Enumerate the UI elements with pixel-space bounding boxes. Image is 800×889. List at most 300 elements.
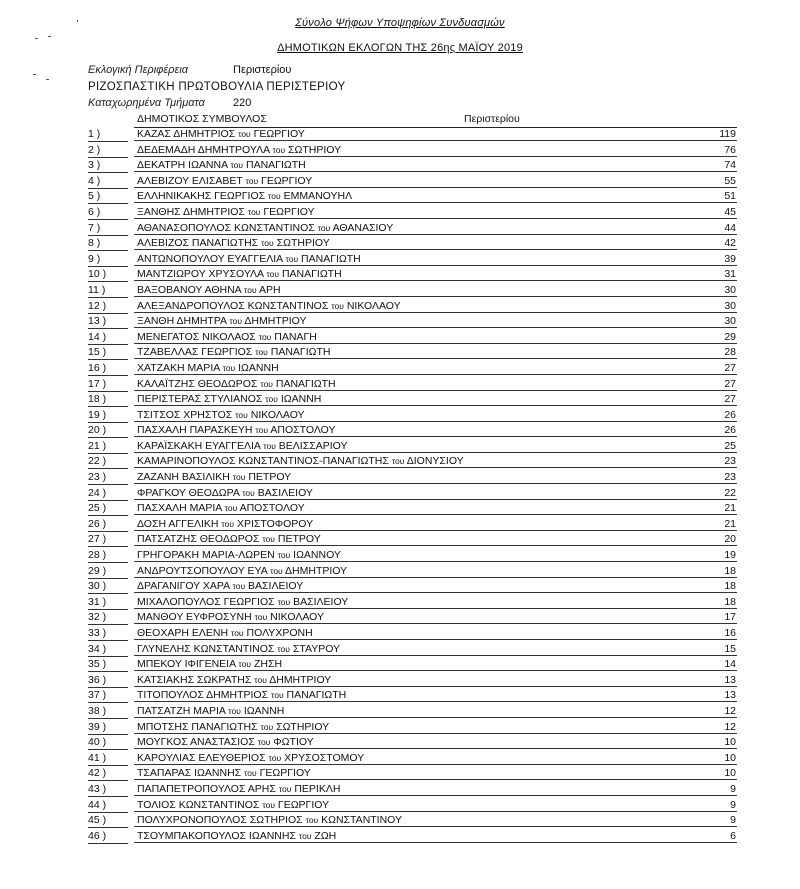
patronymic-connector: του	[232, 472, 246, 483]
candidate-name	[134, 830, 737, 843]
candidate-surname: ΑΝΤΩΝΟΠΟΥΛΟΥ ΕΥΑΓΓΕΛΙΑ	[137, 252, 283, 265]
row-number: 9 )	[88, 253, 128, 267]
candidate-votes: 30	[724, 299, 736, 312]
patronymic-connector: του	[305, 815, 319, 826]
candidate-father-name: ΓΕΩΡΓΙΟΥ	[277, 798, 330, 811]
patronymic-connector: του	[254, 674, 267, 685]
candidate-name	[134, 455, 737, 468]
patronymic-connector: του	[260, 378, 273, 389]
patronymic-connector: του	[317, 222, 331, 233]
scan-speck	[33, 74, 36, 75]
row-number: 15 )	[88, 346, 128, 360]
candidate-father-name: ΔΗΜΗΤΡΙΟΥ	[244, 315, 307, 328]
candidate-votes: 30	[724, 283, 736, 296]
candidate-name	[134, 128, 737, 141]
row-number: 36 )	[88, 674, 128, 688]
row-number: 5 )	[88, 190, 128, 204]
candidate-surname: ΠΑΣΧΑΛΗ ΜΑΡΙΑ	[137, 502, 222, 515]
row-number: 20 )	[88, 424, 128, 438]
table-row	[0, 532, 800, 548]
candidate-votes: 19	[724, 549, 736, 562]
candidate-name	[134, 752, 737, 765]
scan-speck	[35, 38, 38, 39]
patronymic-connector: του	[232, 581, 246, 592]
candidate-votes: 55	[724, 174, 736, 187]
candidate-name	[134, 471, 737, 484]
patronymic-connector: του	[257, 737, 271, 748]
patronymic-connector: του	[230, 160, 244, 171]
candidate-votes: 13	[724, 689, 736, 702]
candidate-surname: ΠΑΤΣΑΤΖΗΣ ΘΕΟΔΩΡΟΣ	[137, 533, 260, 546]
row-number: 22 )	[88, 455, 128, 469]
candidate-surname: ΠΟΛΥΧΡΟΝΟΠΟΥΛΟΣ ΣΩΤΗΡΙΟΣ	[137, 814, 303, 827]
table-row	[0, 657, 800, 673]
candidate-name	[134, 237, 737, 250]
candidate-votes: 51	[724, 190, 736, 203]
row-number: 13 )	[88, 315, 128, 329]
candidate-father-name: ΠΑΝΑΓΙΩΤΗ	[301, 252, 361, 265]
row-number: 24 )	[88, 487, 128, 501]
candidate-surname: ΧΑΤΖΑΚΗ ΜΑΡΙΑ	[137, 361, 220, 374]
patronymic-connector: του	[245, 175, 259, 186]
patronymic-connector: του	[261, 238, 274, 249]
candidate-father-name: ΓΕΩΡΓΙΟΥ	[253, 128, 305, 140]
candidate-surname: ΑΛΕΒΙΖΟΥ ΕΛΙΣΑΒΕΤ	[137, 174, 243, 187]
patronymic-connector: του	[255, 425, 269, 436]
candidate-votes: 45	[724, 205, 736, 218]
patronymic-connector: του	[262, 799, 275, 810]
row-number: 3 )	[88, 159, 128, 173]
candidate-name	[134, 627, 737, 640]
table-row	[0, 595, 800, 611]
patronymic-connector: του	[224, 503, 238, 514]
candidate-father-name: ΠΕΤΡΟΥ	[248, 471, 292, 484]
candidate-surname: ΜΟΥΓΚΟΣ ΑΝΑΣΤΑΣΙΟΣ	[137, 736, 255, 749]
row-number: 45 )	[88, 814, 128, 828]
table-row	[0, 735, 800, 751]
patronymic-connector: του	[260, 721, 274, 732]
table-row	[0, 798, 800, 814]
candidate-votes: 14	[724, 658, 736, 671]
table-header	[134, 112, 737, 128]
candidate-father-name: ΣΩΤΗΡΙΟΥ	[276, 237, 330, 250]
table-row	[0, 423, 800, 439]
candidate-surname: ΜΑΝΘΟΥ ΕΥΦΡΟΣΥΝΗ	[137, 611, 252, 624]
candidate-surname: ΑΘΑΝΑΣΟΠΟΥΛΟΣ ΚΩΝΣΤΑΝΤΙΝΟΣ	[137, 221, 315, 234]
candidate-votes: 27	[724, 377, 736, 390]
table-row	[0, 704, 800, 720]
candidate-name	[134, 424, 737, 437]
table-row	[0, 267, 800, 283]
candidate-father-name: ΓΕΩΡΓΙΟΥ	[263, 205, 315, 218]
candidate-name	[134, 440, 737, 453]
candidate-father-name: ΑΘΑΝΑΣΙΟΥ	[332, 221, 394, 234]
candidate-votes: 27	[724, 361, 736, 374]
candidate-name	[134, 674, 737, 687]
region-row	[88, 64, 292, 76]
patronymic-connector: του	[278, 783, 292, 794]
table-row	[0, 688, 800, 704]
departments-value: 220	[233, 97, 252, 109]
table-row	[0, 673, 800, 689]
row-number: 29 )	[88, 565, 128, 579]
candidate-surname: ΠΕΡΙΣΤΕΡΑΣ ΣΤΥΛΙΑΝΟΣ	[137, 393, 263, 406]
row-number: 44 )	[88, 799, 128, 813]
candidate-father-name: ΠΑΝΑΓΙΩΤΗ	[270, 346, 331, 359]
row-number: 2 )	[88, 144, 128, 158]
patronymic-connector: του	[331, 300, 344, 311]
row-number: 19 )	[88, 409, 128, 423]
candidate-name	[134, 721, 737, 734]
row-number: 16 )	[88, 362, 128, 376]
candidate-votes: 20	[724, 533, 736, 546]
patronymic-connector: του	[254, 612, 268, 623]
scan-speck	[46, 79, 49, 80]
row-number: 43 )	[88, 783, 128, 797]
patronymic-connector: του	[272, 144, 286, 155]
region-value: Περιστερίου	[233, 64, 292, 76]
patronymic-connector: του	[222, 362, 236, 373]
candidate-votes: 16	[724, 627, 736, 639]
candidate-votes: 44	[724, 221, 736, 234]
patronymic-connector: του	[277, 550, 291, 561]
row-number: 26 )	[88, 518, 128, 532]
candidate-name	[134, 705, 737, 718]
candidate-name	[134, 175, 737, 188]
document-subtitle: ΔΗΜΟΤΙΚΩΝ ΕΚΛΟΓΩΝ ΤΗΣ 26ης ΜΑΪΟΥ 2019	[277, 42, 523, 54]
candidate-father-name: ΙΩΑΝΝΟΥ	[293, 549, 341, 562]
candidate-surname: ΔΕΚΑΤΡΗ ΙΩΑΝΝΑ	[137, 159, 228, 172]
scan-speck	[77, 20, 78, 22]
candidate-votes: 119	[719, 128, 736, 140]
patronymic-connector: του	[270, 565, 283, 576]
candidate-name	[134, 783, 737, 796]
candidate-father-name: ΔΗΜΗΤΡΙΟΥ	[285, 564, 348, 577]
candidate-name	[134, 658, 737, 671]
candidate-name	[134, 409, 737, 422]
patronymic-connector: του	[277, 643, 290, 654]
patronymic-connector: του	[298, 830, 312, 841]
table-row	[0, 564, 800, 580]
row-number: 40 )	[88, 736, 128, 750]
candidate-surname: ΚΑΛΑΪΤΖΗΣ ΘΕΟΔΩΡΟΣ	[137, 377, 258, 390]
candidate-surname: ΔΡΑΓΑΝΙΓΟΥ ΧΑΡΑ	[137, 580, 230, 593]
candidate-name	[134, 767, 737, 780]
table-row	[0, 408, 800, 424]
candidate-father-name: ΓΕΩΡΓΙΟΥ	[259, 767, 311, 780]
table-row	[0, 517, 800, 533]
table-row	[0, 720, 800, 736]
candidate-father-name: ΔΙΟΝΥΣΙΟΥ	[406, 455, 464, 468]
candidate-name	[134, 144, 737, 157]
table-row	[0, 486, 800, 502]
candidate-surname: ΔΟΣΗ ΑΓΓΕΛΙΚΗ	[137, 517, 219, 530]
candidate-surname: ΚΑΜΑΡΙΝΟΠΟΥΛΟΣ ΚΩΝΣΤΑΝΤΙΝΟΣ-ΠΑΝΑΓΙΩΤΗΣ	[137, 455, 389, 468]
candidate-name	[134, 378, 737, 391]
table-row	[0, 501, 800, 517]
candidate-surname: ΜΠΟΤΣΗΣ ΠΑΝΑΓΙΩΤΗΣ	[137, 720, 258, 733]
row-number: 46 )	[88, 830, 128, 844]
candidate-father-name: ΠΑΝΑΓΙΩΤΗ	[281, 268, 342, 281]
row-number: 18 )	[88, 393, 128, 407]
candidate-father-name: ΑΠΟΣΤΟΛΟΥ	[270, 424, 336, 437]
patronymic-connector: του	[265, 394, 278, 405]
candidate-name	[134, 565, 737, 578]
candidate-votes: 6	[730, 829, 736, 842]
candidate-votes: 74	[724, 159, 736, 172]
patronymic-connector: του	[263, 440, 276, 451]
row-number: 6 )	[88, 206, 128, 220]
patronymic-connector: του	[271, 690, 284, 701]
patronymic-connector: του	[247, 206, 261, 217]
candidate-votes: 9	[730, 798, 736, 811]
candidate-name	[134, 268, 737, 281]
party-name: ΡΙΖΟΣΠΑΣΤΙΚΗ ΠΡΩΤΟΒΟΥΛΙΑ ΠΕΡΙΣΤΕΡΙΟΥ	[88, 81, 346, 93]
table-row	[0, 392, 800, 408]
table-row	[0, 579, 800, 595]
candidate-name	[134, 300, 737, 313]
candidate-father-name: ΙΩΑΝΝΗ	[238, 361, 279, 374]
patronymic-connector: του	[244, 768, 257, 779]
candidate-votes: 12	[724, 720, 736, 733]
candidate-votes: 27	[724, 393, 736, 406]
patronymic-connector: του	[238, 129, 251, 139]
candidate-surname: ΞΑΝΘΗΣ ΔΗΜΗΤΡΙΟΣ	[137, 205, 245, 218]
row-number: 21 )	[88, 440, 128, 454]
row-number: 32 )	[88, 611, 128, 625]
table-row	[0, 610, 800, 626]
candidate-father-name: ΓΕΩΡΓΙΟΥ	[261, 174, 313, 187]
candidate-surname: ΔΕΔΕΜΑΔΗ ΔΗΜΗΤΡΟΥΛΑ	[137, 143, 270, 156]
table-row	[0, 143, 800, 159]
row-number: 25 )	[88, 502, 128, 516]
table-row	[0, 189, 800, 205]
candidate-name	[134, 549, 737, 562]
table-row	[0, 626, 800, 642]
candidate-name	[134, 253, 737, 266]
table-row	[0, 236, 800, 252]
candidate-votes: 21	[724, 502, 736, 515]
patronymic-connector: του	[244, 284, 257, 295]
row-number: 42 )	[88, 767, 128, 781]
candidate-votes: 10	[724, 736, 736, 749]
candidate-father-name: ΧΡΥΣΟΣΤΟΜΟΥ	[284, 751, 365, 764]
candidate-votes: 21	[724, 517, 736, 530]
candidate-votes: 10	[724, 751, 736, 764]
candidate-father-name: ΑΠΟΣΤΟΛΟΥ	[239, 502, 305, 515]
table-row	[0, 158, 800, 174]
candidate-votes: 18	[724, 564, 736, 577]
patronymic-connector: του	[221, 518, 235, 529]
patronymic-connector: του	[229, 316, 243, 327]
candidate-surname: ΚΑΡΑΪΣΚΑΚΗ ΕΥΑΓΓΕΛΙΑ	[137, 439, 261, 452]
patronymic-connector: του	[238, 659, 252, 670]
row-number: 11 )	[88, 284, 128, 298]
candidate-surname: ΕΛΛΗΝΙΚΑΚΗΣ ΓΕΩΡΓΙΟΣ	[137, 190, 266, 203]
candidate-father-name: ΔΗΜΗΤΡΙΟΥ	[269, 673, 332, 686]
patronymic-connector: του	[255, 347, 268, 358]
candidate-votes: 18	[724, 580, 736, 593]
candidate-name	[134, 487, 737, 500]
patronymic-connector: του	[268, 752, 282, 763]
candidate-name	[134, 346, 737, 359]
candidate-name	[134, 736, 737, 749]
table-row	[0, 361, 800, 377]
candidate-father-name: ΠΑΝΑΓΙΩΤΗ	[246, 159, 306, 172]
candidate-surname: ΤΟΛΙΟΣ ΚΩΝΣΤΑΝΤΙΝΟΣ	[137, 798, 260, 811]
row-number: 30 )	[88, 580, 128, 594]
candidate-surname: ΜΑΝΤΖΙΩΡΟΥ ΧΡΥΣΟΥΛΑ	[137, 268, 264, 281]
candidates-table	[0, 127, 800, 844]
patronymic-connector: του	[228, 705, 241, 716]
row-number: 31 )	[88, 596, 128, 610]
candidate-votes: 22	[724, 486, 736, 499]
patronymic-connector: του	[277, 596, 291, 607]
candidate-surname: ΖΑΖΑΝΗ ΒΑΣΙΛΙΚΗ	[137, 471, 230, 484]
candidate-votes: 26	[724, 408, 736, 421]
row-number: 33 )	[88, 627, 128, 641]
candidate-name	[134, 518, 737, 531]
row-number: 37 )	[88, 689, 128, 703]
table-row	[0, 751, 800, 767]
candidate-surname: ΤΖΑΒΕΛΛΑΣ ΓΕΩΡΓΙΟΣ	[137, 346, 253, 359]
table-row	[0, 439, 800, 455]
row-number: 23 )	[88, 471, 128, 485]
patronymic-connector: του	[262, 534, 275, 545]
patronymic-connector: του	[391, 456, 405, 467]
candidate-name	[134, 159, 737, 172]
candidate-father-name: ΠΑΝΑΓΗ	[274, 330, 317, 343]
candidate-surname: ΦΡΑΓΚΟΥ ΘΕΟΔΩΡΑ	[137, 486, 240, 499]
candidate-surname: ΑΛΕΞΑΝΔΡΟΠΟΥΛΟΣ ΚΩΝΣΤΑΝΤΙΝΟΣ	[137, 299, 329, 312]
candidate-father-name: ΕΜΜΑΝΟΥΗΛ	[283, 190, 353, 203]
candidate-father-name: ΠΕΤΡΟΥ	[277, 533, 321, 546]
candidate-surname: ΚΑΡΟΥΛΙΑΣ ΕΛΕΥΘΕΡΙΟΣ	[137, 751, 266, 764]
table-row	[0, 299, 800, 315]
candidate-name	[134, 284, 737, 297]
candidate-name	[134, 206, 737, 219]
candidate-surname: ΠΑΣΧΑΛΗ ΠΑΡΑΣΚΕΥΗ	[137, 424, 253, 437]
departments-label: Καταχωρημένα Τμήματα	[88, 97, 205, 109]
candidate-father-name: ΑΡΗ	[259, 283, 281, 296]
candidate-name	[134, 315, 737, 328]
candidate-votes: 25	[724, 439, 736, 452]
candidate-father-name: ΖΗΣΗ	[253, 658, 283, 671]
candidate-father-name: ΝΙΚΟΛΑΟΥ	[270, 611, 324, 624]
scan-speck	[48, 36, 51, 37]
candidate-votes: 23	[724, 471, 736, 484]
patronymic-connector: του	[268, 191, 281, 202]
candidate-votes: 13	[724, 673, 736, 686]
column-header-councillor: ΔΗΜΟΤΙΚΟΣ ΣΥΜΒΟΥΛΟΣ	[137, 113, 267, 125]
candidate-name	[134, 689, 737, 702]
candidate-votes: 39	[724, 252, 736, 265]
candidate-surname: ΚΑΤΣΙΑΚΗΣ ΣΩΚΡΑΤΗΣ	[137, 673, 252, 686]
candidate-votes: 18	[724, 595, 736, 608]
table-row	[0, 766, 800, 782]
row-number: 17 )	[88, 378, 128, 392]
candidate-father-name: ΙΩΑΝΝΗ	[280, 393, 322, 406]
candidate-surname: ΜΠΕΚΟΥ ΙΦΙΓΕΝΕΙΑ	[137, 658, 236, 671]
row-number: 7 )	[88, 222, 128, 236]
document-title: Σύνολο Ψήφων Υποψηφίων Συνδυασμών	[295, 17, 505, 29]
candidate-votes: 10	[724, 767, 736, 780]
candidate-votes: 17	[724, 611, 736, 624]
candidate-father-name: ΦΩΤΙΟΥ	[273, 736, 314, 749]
candidate-father-name: ΝΙΚΟΛΑΟΥ	[346, 299, 401, 312]
candidate-name	[134, 596, 737, 609]
row-number: 35 )	[88, 658, 128, 672]
row-number: 1 )	[88, 128, 128, 142]
candidate-surname: ΤΣΟΥΜΠΑΚΟΠΟΥΛΟΣ ΙΩΑΝΝΗΣ	[137, 829, 296, 842]
table-row	[0, 252, 800, 268]
candidate-votes: 12	[724, 704, 736, 717]
candidate-surname: ΚΑΖΑΣ ΔΗΜΗΤΡΙΟΣ	[137, 128, 236, 140]
table-row	[0, 127, 800, 143]
candidate-surname: ΤΣΑΠΑΡΑΣ ΙΩΑΝΝΗΣ	[137, 767, 242, 780]
candidate-votes: 28	[724, 346, 736, 359]
candidate-father-name: ΖΩΗ	[314, 829, 337, 842]
row-number: 27 )	[88, 533, 128, 547]
candidate-surname: ΑΝΔΡΟΥΤΣΟΠΟΥΛΟΥ ΕΥΑ	[137, 564, 268, 577]
candidate-votes: 23	[724, 455, 736, 468]
row-number: 39 )	[88, 721, 128, 735]
patronymic-connector: του	[242, 487, 255, 498]
candidate-name	[134, 814, 737, 827]
candidate-votes: 9	[730, 782, 736, 795]
candidate-surname: ΠΑΠΑΠΕΤΡΟΠΟΥΛΟΣ ΑΡΗΣ	[137, 782, 276, 795]
candidate-name	[134, 580, 737, 593]
candidate-surname: ΠΑΤΣΑΤΖΗ ΜΑΡΙΑ	[137, 704, 226, 717]
table-row	[0, 205, 800, 221]
table-row	[0, 345, 800, 361]
patronymic-connector: του	[258, 331, 272, 342]
candidate-father-name: ΠΑΝΑΓΙΩΤΗ	[275, 377, 336, 390]
row-number: 34 )	[88, 643, 128, 657]
candidate-surname: ΤΙΤΟΠΟΥΛΟΣ ΔΗΜΗΤΡΙΟΣ	[137, 689, 269, 702]
candidate-name	[134, 533, 737, 546]
candidate-father-name: ΒΑΣΙΛΕΙΟΥ	[257, 486, 313, 499]
candidate-name	[134, 190, 737, 203]
column-header-place: Περιστερίου	[464, 113, 520, 125]
candidate-father-name: ΚΩΝΣΤΑΝΤΙΝΟΥ	[321, 814, 403, 827]
table-row	[0, 314, 800, 330]
table-row	[0, 470, 800, 486]
candidate-father-name: ΠΕΡΙΚΛΗ	[294, 782, 341, 795]
table-row	[0, 454, 800, 470]
candidate-name	[134, 502, 737, 515]
candidate-father-name: ΧΡΙΣΤΟΦΟΡΟΥ	[236, 517, 314, 530]
row-number: 41 )	[88, 752, 128, 766]
patronymic-connector: του	[285, 253, 299, 264]
row-number: 38 )	[88, 705, 128, 719]
candidate-father-name: ΣΩΤΗΡΙΟΥ	[276, 720, 330, 733]
row-number: 12 )	[88, 300, 128, 314]
candidate-surname: ΜΙΧΑΛΟΠΟΥΛΟΣ ΓΕΩΡΓΙΟΣ	[137, 595, 275, 608]
departments-row	[88, 97, 252, 109]
candidate-surname: ΒΑΞΟΒΑΝΟΥ ΑΘΗΝΑ	[137, 283, 242, 296]
candidate-votes: 29	[724, 330, 736, 343]
table-row	[0, 174, 800, 190]
candidate-father-name: ΙΩΑΝΝΗ	[243, 704, 285, 717]
candidate-father-name: ΝΙΚΟΛΑΟΥ	[250, 408, 305, 421]
candidate-name	[134, 799, 737, 812]
row-number: 14 )	[88, 331, 128, 345]
candidate-votes: 31	[724, 268, 736, 281]
candidate-father-name: ΠΟΛΥΧΡΟΝΗ	[246, 627, 313, 639]
table-row	[0, 548, 800, 564]
candidate-name	[134, 362, 737, 375]
